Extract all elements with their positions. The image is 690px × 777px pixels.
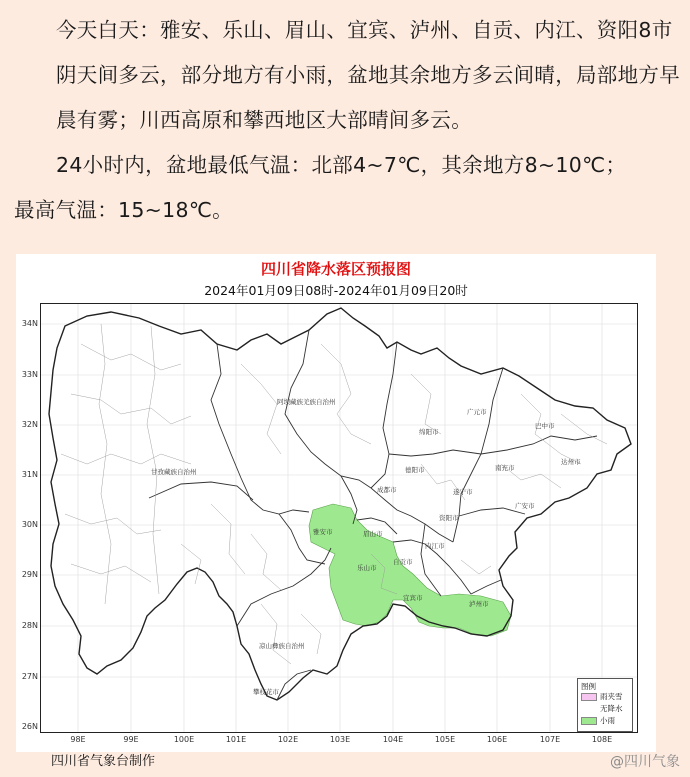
lat-tick: 31N [21, 470, 38, 479]
city-label: 南充市 [495, 464, 515, 472]
city-label: 广元市 [467, 408, 487, 416]
lat-tick: 33N [21, 370, 38, 379]
legend-item-light-rain [581, 716, 631, 725]
prefecture-boundaries [149, 330, 597, 700]
map-subtitle: 2024年01月09日08时-2024年01月09日20时 [204, 283, 468, 298]
legend-label: 无降水 [600, 704, 623, 713]
city-label: 巴中市 [535, 422, 555, 430]
legend-title: 图例 [581, 682, 596, 691]
lat-tick: 30N [21, 520, 38, 529]
lat-tick: 34N [21, 319, 38, 328]
city-label: 眉山市 [363, 530, 383, 538]
lon-tick: 104E [382, 735, 404, 744]
lon-tick: 99E [123, 735, 139, 744]
lon-tick: 105E [434, 735, 456, 744]
city-label: 遂宁市 [453, 488, 473, 496]
city-label: 德阳市 [405, 466, 425, 474]
forecast-text [14, 8, 682, 233]
city-label: 泸州市 [469, 600, 489, 608]
lon-tick: 107E [539, 735, 561, 744]
legend-label: 雨夹雪 [600, 692, 623, 701]
lat-tick: 32N [21, 420, 38, 429]
map-legend [577, 678, 633, 732]
city-label: 成都市 [377, 486, 397, 494]
forecast-paragraph-2-line-1: 24小时内，盆地最低气温：北部4~7℃，其余地方8~10℃； [56, 153, 627, 177]
city-label: 资阳市 [439, 514, 459, 522]
lon-tick: 108E [591, 735, 613, 744]
city-label: 内江市 [425, 542, 445, 550]
lon-tick: 101E [225, 735, 247, 744]
lon-tick: 102E [277, 735, 299, 744]
city-label: 自贡市 [393, 558, 413, 566]
lon-tick: 98E [70, 735, 86, 744]
city-label: 阿坝藏族羌族自治州 [277, 398, 336, 406]
lat-tick: 29N [21, 570, 38, 579]
map-title: 四川省降水落区预报图 [260, 260, 411, 278]
light-rain-area [309, 504, 511, 636]
city-label: 攀枝花市 [253, 688, 279, 696]
lon-tick: 103E [329, 735, 351, 744]
legend-swatch [581, 717, 597, 725]
legend-label: 小雨 [600, 716, 615, 725]
legend-swatch [581, 693, 597, 701]
city-label: 广安市 [515, 502, 535, 510]
city-label: 乐山市 [357, 564, 377, 572]
lat-tick: 28N [21, 621, 38, 630]
legend-swatch [581, 705, 597, 713]
map-credit: 四川省气象台制作 [51, 754, 156, 769]
forecast-paragraph-2-line-2: 最高气温：15~18℃。 [14, 198, 233, 222]
city-label: 凉山彝族自治州 [259, 642, 305, 650]
lat-tick: 27N [21, 672, 38, 681]
city-label: 达州市 [561, 458, 581, 466]
legend-item-sleet [581, 692, 631, 701]
lon-tick: 100E [173, 735, 195, 744]
city-label: 甘孜藏族自治州 [151, 468, 197, 476]
legend-item-no-precip [581, 704, 631, 713]
sichuan-map-svg [41, 304, 637, 732]
watermark: @四川气象 [610, 754, 680, 770]
forecast-paragraph-1: 今天白天：雅安、乐山、眉山、宜宾、泸州、自贡、内江、资阳8市阴天间多云，部分地方有小雨，盆地其余地方多云间晴，局部地方早晨有雾；川西高原和攀西地区大部晴间多云。 [56, 18, 680, 132]
lat-tick: 26N [21, 722, 38, 731]
city-label: 绵阳市 [419, 428, 439, 436]
lon-tick: 106E [486, 735, 508, 744]
city-label: 宜宾市 [403, 594, 423, 602]
city-label: 雅安市 [313, 528, 333, 536]
